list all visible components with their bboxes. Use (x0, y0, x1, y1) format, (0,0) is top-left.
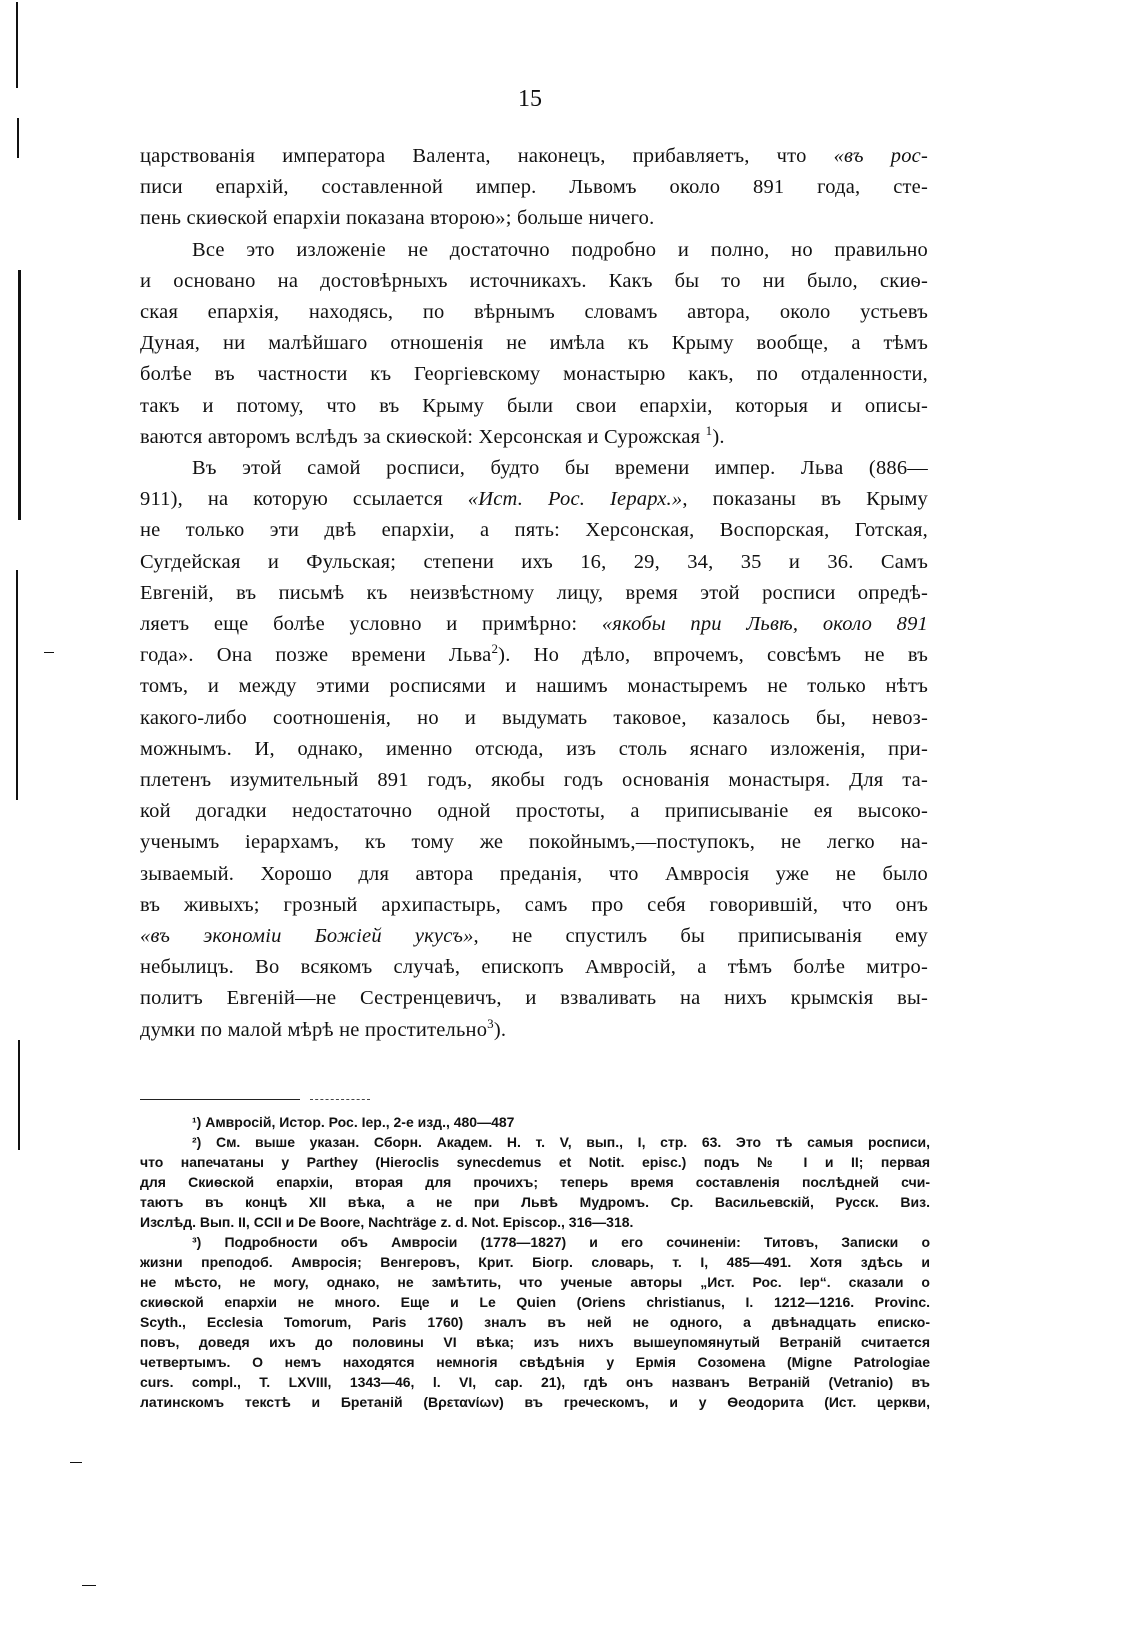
footnote-2-line: Изслѣд. Вып. II, CCII и De Boore, Nachträge z. d. Not. Episcop., 316—318. (140, 1214, 634, 1230)
text-line (140, 422, 928, 453)
text-line: Евгеній, въ письмѣ къ неизвѣстному лицу, время этой росписи опредѣ- (140, 581, 928, 604)
footnote-2-line: таютъ въ концѣ XII вѣка, а не при Львѣ Мудромъ. Ср. Васильевскій, Русск. Виз. (140, 1194, 930, 1210)
margin-dash-1 (44, 652, 54, 653)
text-line: Сугдейская и Фульская; степени ихъ 16, 29, 34, 35 и 36. Самъ (140, 550, 928, 573)
footnote-3-line: жизни преподоб. Амвросія; Венгеровъ, Крит. Біогр. словарь, т. I, 485—491. Хотя здѣсь и (140, 1254, 930, 1270)
text-line: «въ экономіи Божіей укусъ», не спустилъ бы приписыванія ему (140, 925, 928, 948)
text-line: 911), на которую ссылается «Ист. Рос. Іерарх.», показаны въ Крыму (140, 488, 928, 511)
text-fragment: ). Но дѣло, впрочемъ, совсѣмъ не въ (498, 644, 928, 667)
footnote-rule (140, 1099, 300, 1100)
footnote-3-line: латинскомъ текстѣ и Бретаній (Βρεταvίων) въ греческомъ, и у Ѳеодорита (Ист. церкви, (140, 1394, 930, 1410)
text-line: Дуная, ни малѣйшаго отношенія не имѣла къ Крыму вообще, а тѣмъ (140, 332, 928, 355)
text-line: ляетъ еще болѣе условно и примѣрно: «якобы при Львѣ, около 891 (140, 613, 929, 636)
text-line (140, 1015, 928, 1046)
text-fragment: ваются авторомъ вслѣдъ за скиѳской: Херсонская и Сурожская (140, 425, 701, 448)
main-text (140, 141, 928, 1046)
margin-dash-2 (70, 1462, 82, 1463)
text-line: зываемый. Хорошо для автора преданія, что Амвросія уже не было (140, 862, 928, 885)
text-line: плетенъ изумительный 891 годъ, якобы годъ основанія монастыря. Для та- (140, 769, 928, 792)
footnote-ref: 2 (491, 641, 499, 657)
text-line: писи епархій, составленной импер. Львомъ около 891 года, сте- (140, 176, 928, 199)
text-line: не только эти двѣ епархіи, а пять: Херсонская, Воспорская, Готская, (140, 519, 928, 542)
margin-line-2 (17, 118, 19, 158)
footnote-3-line: повъ, доведя ихъ до половины VI вѣка; изъ нихъ вышеупомянутый Ветраній считается (140, 1334, 930, 1350)
footnote-3-line: четвертымъ. О немъ находятся немногія свѣдѣнія у Ермія Созомена (Migne Patrologiae (140, 1354, 930, 1370)
text-line: Все это изложеніе не достаточно подробно и полно, но правильно (192, 238, 928, 261)
text-line: томъ, и между этими росписями и нашимъ монастыремъ не только нѣтъ (140, 675, 928, 698)
text-line: ученымъ іерархамъ, къ тому же покойнымъ,—поступокъ, не легко на- (140, 831, 928, 854)
footnote-3-line: curs. compl., T. LXVIII, 1343—46, l. VI, cap. 21), гдѣ онъ названъ Ветраній (Vetranio) въ (140, 1374, 930, 1390)
footnote-2-line: что напечатаны у Parthey (Hierоclis synecdemus et Notit. episc.) подъ № I и II; первая (140, 1154, 930, 1170)
text-fragment: ). (712, 425, 725, 448)
text-line: Въ этой самой росписи, будто бы времени импер. Льва (886— (192, 457, 928, 480)
text-line: царствованія императора Валента, наконецъ, прибавляетъ, что «въ рос- (140, 145, 929, 167)
text-line: кой догадки недостаточно одной простоты, а приписываніе ея высоко- (140, 800, 928, 823)
margin-line-4 (16, 570, 18, 800)
footnote-ref: 1 (705, 423, 713, 438)
margin-line-1 (16, 2, 18, 88)
footnote-3-line: не мѣсто, не могу, однако, не замѣтить, что ученые авторы „Ист. Рос. Іер“. сказали о (140, 1274, 930, 1290)
footnote-2-line: для Скиѳской епархіи, вторая для прочихъ; теперь время составленія послѣдней счи- (140, 1174, 930, 1190)
text-fragment: думки по малой мѣрѣ не простительно (140, 1018, 488, 1041)
margin-line-5 (18, 1040, 20, 1150)
footnote-ref: 3 (487, 1015, 494, 1031)
text-line: какого-либо соотношенія, но и выдумать таковое, казалось бы, невоз- (140, 706, 928, 729)
text-fragment: ). (493, 1018, 507, 1041)
footnotes (140, 1112, 930, 1412)
text-line: ская епархія, находясь, по вѣрнымъ словамъ автора, около устьевъ (140, 301, 928, 324)
text-line: политъ Евгеній—не Сестренцевичъ, и взваливать на нихъ крымскія вы- (140, 987, 928, 1010)
margin-dash-3 (82, 1585, 96, 1586)
page-number: 15 (518, 86, 542, 112)
text-line: и основано на достовѣрныхъ источникахъ. Какъ бы то ни было, скиѳ- (140, 269, 928, 292)
footnote-1: ¹) Амвросій, Истор. Рос. Іер., 2-е изд., 480—487 (192, 1114, 515, 1130)
text-line: небылицъ. Во всякомъ случаѣ, епископъ Амвросій, а тѣмъ болѣе митро- (140, 956, 928, 979)
footnote-3-line: скиѳской епархіи не много. Еще и Le Quien (Oriens christianus, I. 1212—1216. Provinc. (140, 1294, 930, 1310)
footnote-3-line: Scyth., Ecclesia Tomorum, Paris 1760) зналъ въ ней не одного, а двѣнадцать еписко- (140, 1314, 930, 1330)
footnote-2-line: ²) См. выше указан. Сборн. Академ. Н. т. V, вып., I, стр. 63. Это тѣ самыя росписи, (192, 1134, 930, 1150)
text-line: въ живыхъ; грозный архипастырь, самъ про себя говорившій, что онъ (140, 893, 928, 916)
footnote-3-line: ³) Подробности объ Амвросіи (1778—1827) и его сочиненіи: Титовъ, Записки о (192, 1234, 930, 1250)
text-fragment: года». Она позже времени Льва (140, 644, 492, 667)
text-line: можнымъ. И, однако, именно отсюда, изъ столь яснаго изложенія, при- (140, 737, 928, 760)
text-line: такъ и потому, что въ Крыму были свои епархіи, которыя и описы- (140, 394, 928, 417)
text-line: пень скиѳской епархіи показана второю»; больше ничего. (140, 207, 655, 230)
margin-line-3 (18, 270, 21, 520)
text-line (140, 640, 928, 671)
footnote-rule-dashed (310, 1099, 370, 1100)
text-line: болѣе въ частности къ Георгіевскому монастырю какъ, по отдаленности, (140, 363, 928, 386)
